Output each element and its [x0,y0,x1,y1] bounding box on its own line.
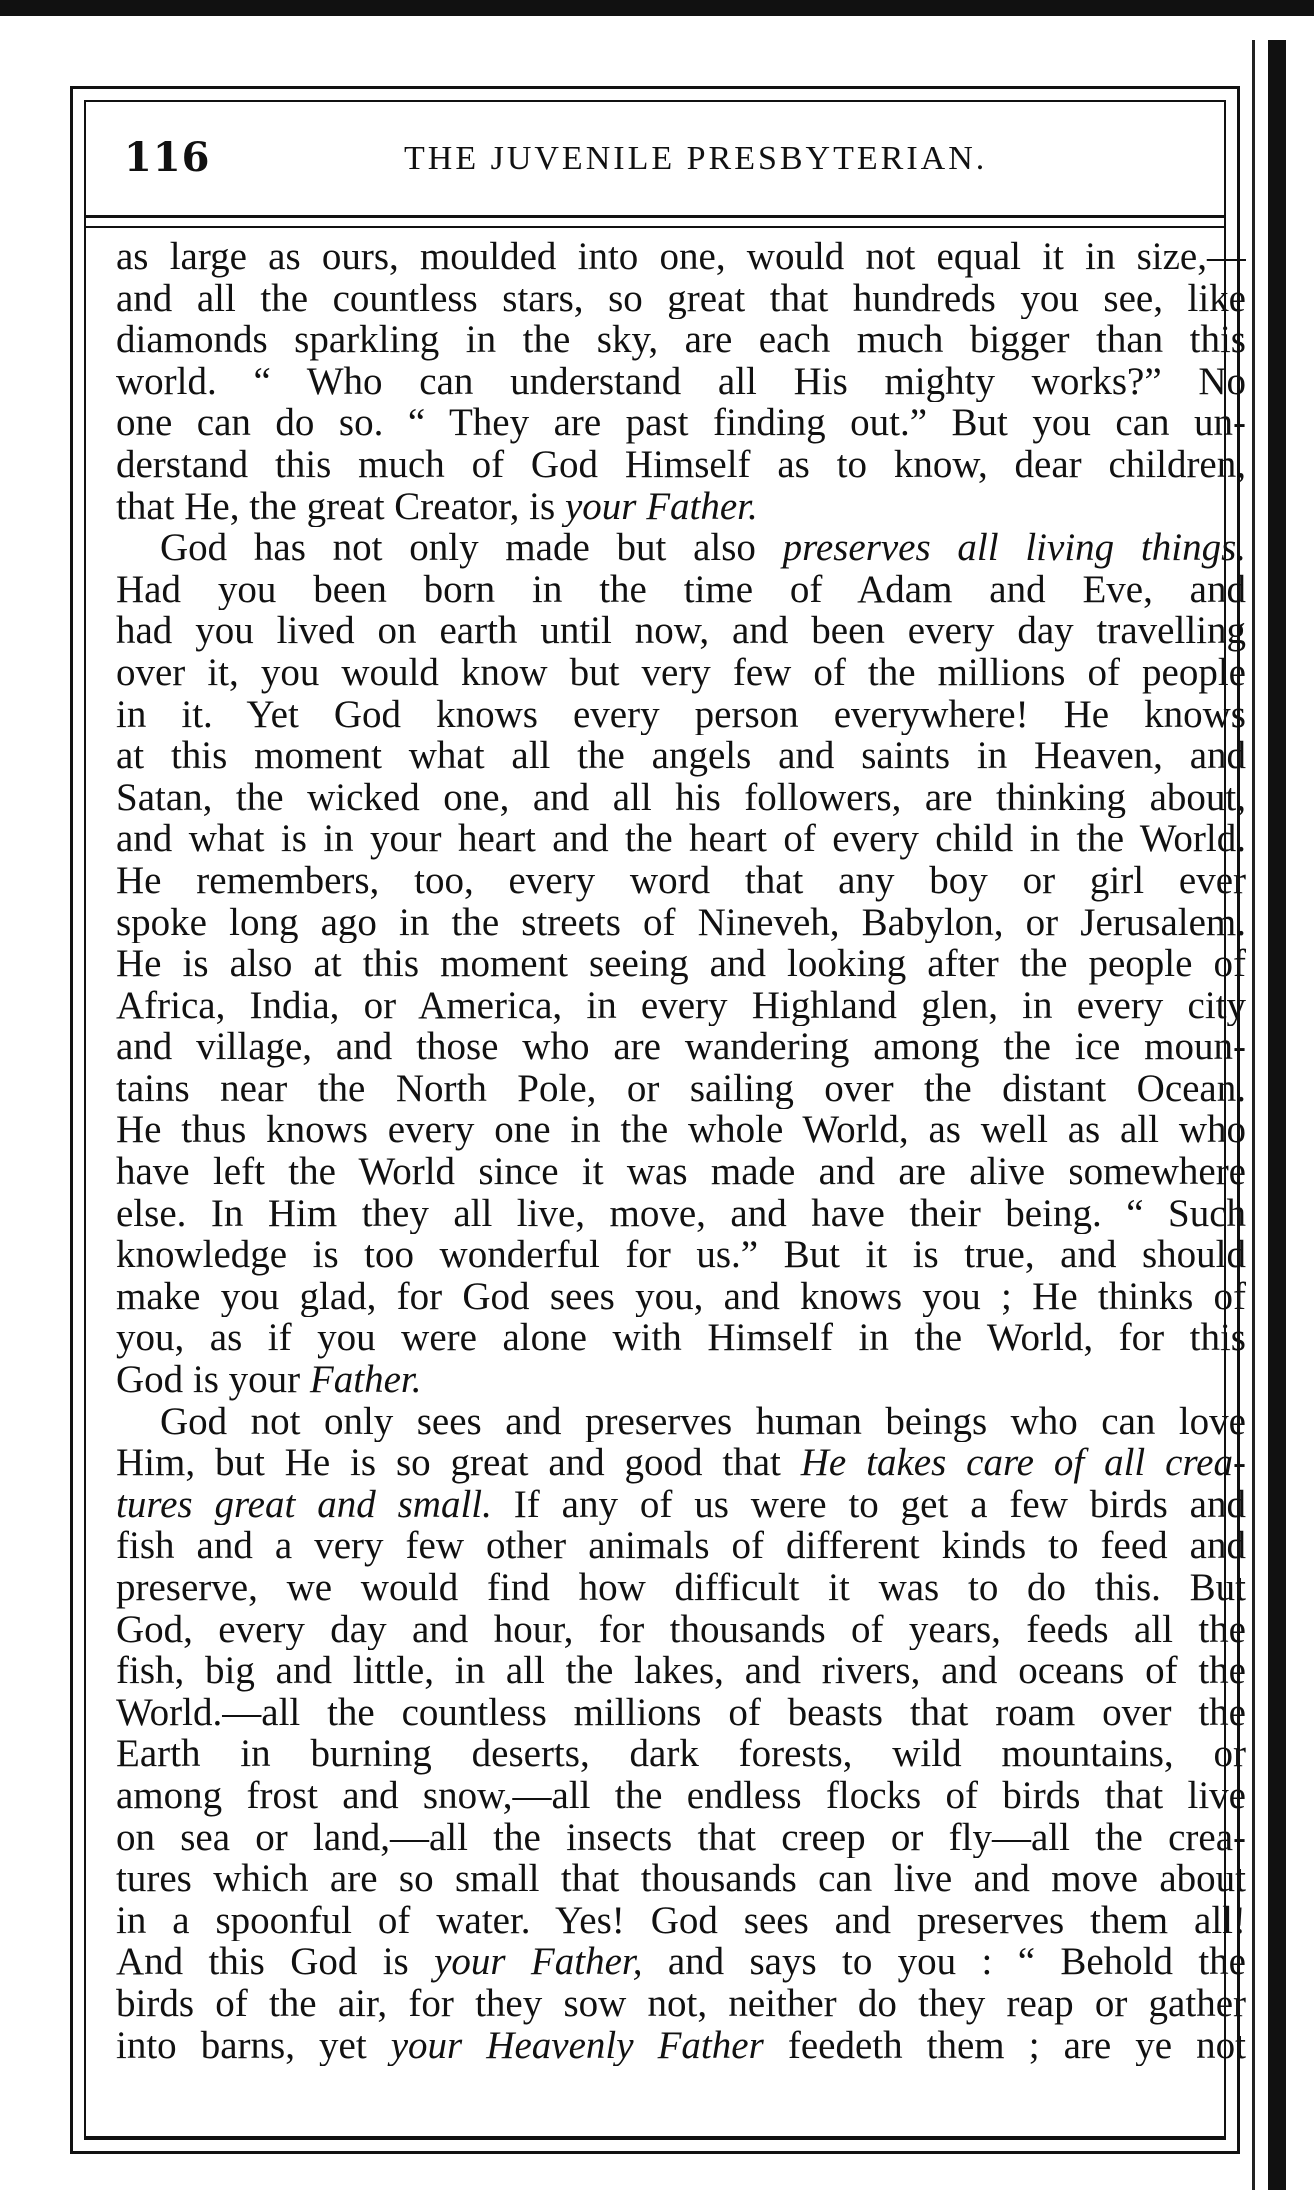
text-line [116,1692,1246,1734]
text-line [116,985,1246,1027]
text-segment: world. “ Who can understand all His mighty works?” No [116,360,1246,403]
italic-text-segment: Father. [309,1359,422,1401]
text-line [116,236,1246,278]
text-segment: Had you been born in the time of Adam and Eve, and [116,568,1246,611]
text-segment: and says to you : “ Behold the [642,1941,1246,1983]
text-line [116,361,1246,403]
text-segment: God not only sees and preserves human beings who can love [160,1400,1246,1443]
text-line [116,1484,1246,1526]
text-line [116,1525,1246,1567]
text-line [116,2025,1246,2067]
text-line [116,1858,1246,1900]
text-line [116,1401,1246,1443]
text-segment: spoke long ago in the streets of Nineveh, Babylon, or Jerusalem. [116,901,1246,944]
page-edge-thin-rule [1252,40,1255,2190]
text-segment: derstand this much of God Himself as to know, dear children, [116,443,1246,486]
text-line [116,1941,1246,1983]
text-segment: in it. Yet God knows every person everywhere! He knows [116,693,1246,736]
text-line [116,777,1246,819]
text-segment: God has not only made but also [160,527,783,569]
text-line [116,402,1246,444]
text-line [116,1276,1246,1318]
text-segment: Africa, India, or America, in every Highland glen, in every city [116,984,1246,1027]
text-line [116,735,1246,777]
text-line [116,1151,1246,1193]
text-segment: on sea or land,—all the insects that creep or fly—all the crea- [116,1816,1246,1859]
text-segment: feedeth them ; are ye not [763,2024,1246,2067]
text-segment: birds of the air, for they sow not, neither do they reap or gather [116,1982,1246,2025]
text-segment: World.—all the countless millions of beasts that roam over the [116,1691,1246,1734]
text-line [116,1817,1246,1859]
text-segment: make you glad, for God sees you, and knows you ; He thinks of [116,1275,1246,1318]
text-line [116,860,1246,902]
page-edge-shadow [1268,40,1286,2190]
text-segment: knowledge is too wonderful for us.” But it is true, and should [116,1234,1246,1276]
page-header [84,100,1226,218]
text-line [116,652,1246,694]
italic-text-segment: He takes care of all crea- [800,1442,1246,1484]
text-segment: among frost and snow,—all the endless flocks of birds that live [116,1774,1246,1817]
text-line [116,569,1246,611]
text-segment: diamonds sparkling in the sky, are each much bigger than this [116,319,1246,361]
text-segment: in a spoonful of water. Yes! God sees and preserves them all! [116,1899,1246,1942]
text-line [116,1234,1246,1276]
text-line [116,1609,1246,1651]
text-segment: tures which are so small that thousands can live and move about [116,1858,1246,1900]
text-line [116,1900,1246,1942]
text-segment: God is your [116,1359,310,1401]
text-line [116,1650,1246,1692]
text-segment: Satan, the wicked one, and all his followers, are thinking about, [116,776,1246,819]
text-segment: preserve, we would find how difficult it was to do this. But [116,1567,1246,1609]
text-segment: have left the World since it was made and are alive somewhere [116,1151,1246,1193]
italic-text-segment: tures great and small. [116,1483,492,1526]
running-head: THE JUVENILE PRESBYTERIAN. [404,140,988,177]
text-segment: over it, you would know but very few of the millions of people [116,651,1246,694]
text-line [116,486,1246,528]
text-line [116,319,1246,361]
text-line [116,1733,1246,1775]
italic-text-segment: your Heavenly Father [390,2024,764,2067]
text-segment: God, every day and hour, for thousands of years, feeds all the [116,1608,1246,1651]
text-segment: tains near the North Pole, or sailing over the distant Ocean. [116,1067,1246,1110]
text-line [116,527,1246,569]
italic-text-segment: preserves all living things. [782,527,1246,569]
text-segment: If any of us were to get a few birds and [491,1483,1246,1526]
text-segment: fish and a very few other animals of different kinds to feed and [116,1525,1246,1567]
text-segment: Him, but He is so great and good that [116,1442,801,1484]
text-segment: and all the countless stars, so great that hundreds you see, like [116,277,1246,320]
italic-text-segment: your Father, [434,1941,643,1983]
text-line [116,1193,1246,1235]
text-line [116,1026,1246,1068]
text-segment: fish, big and little, in all the lakes, and rivers, and oceans of the [116,1650,1246,1692]
text-segment: one can do so. “ They are past finding out.” But you can un- [116,402,1246,444]
text-segment: that He, the great Creator, is [116,485,565,528]
text-segment: He remembers, too, every word that any boy or girl ever [116,859,1246,902]
text-line [116,444,1246,486]
text-segment: Earth in burning deserts, dark forests, wild mountains, or [116,1733,1246,1775]
text-segment: And this God is [116,1941,435,1983]
text-line [116,610,1246,652]
text-line [116,1775,1246,1817]
text-segment: had you lived on earth until now, and been every day travelling [116,610,1246,652]
text-line [116,1068,1246,1110]
text-line [116,1317,1246,1359]
text-line [116,1442,1246,1484]
bottom-rule [84,2136,1226,2138]
text-line [116,694,1246,736]
body-text-column [116,236,1246,2066]
text-line [116,1359,1246,1401]
text-line [116,943,1246,985]
text-segment: as large as ours, moulded into one, would not equal it in size,— [116,236,1246,278]
text-segment: He thus knows every one in the whole World, as well as all who [116,1109,1246,1152]
italic-text-segment: your Father. [564,485,758,528]
text-segment: and what is in your heart and the heart of every child in the World. [116,818,1246,860]
header-rule [84,226,1226,228]
text-line [116,1567,1246,1609]
text-segment: and village, and those who are wandering among the ice moun- [116,1026,1246,1068]
text-line [116,278,1246,320]
text-segment: into barns, yet [116,2024,391,2067]
text-segment: He is also at this moment seeing and looking after the people of [116,943,1246,985]
text-segment: you, as if you were alone with Himself in the World, for this [116,1317,1246,1360]
text-segment: else. In Him they all live, move, and have their being. “ Such [116,1192,1246,1235]
text-line [116,902,1246,944]
text-segment: at this moment what all the angels and saints in Heaven, and [116,735,1246,777]
text-line [116,1983,1246,2025]
text-line [116,1109,1246,1151]
text-line [116,818,1246,860]
page-number: 116 [124,134,211,181]
top-border-rule [0,0,1314,16]
